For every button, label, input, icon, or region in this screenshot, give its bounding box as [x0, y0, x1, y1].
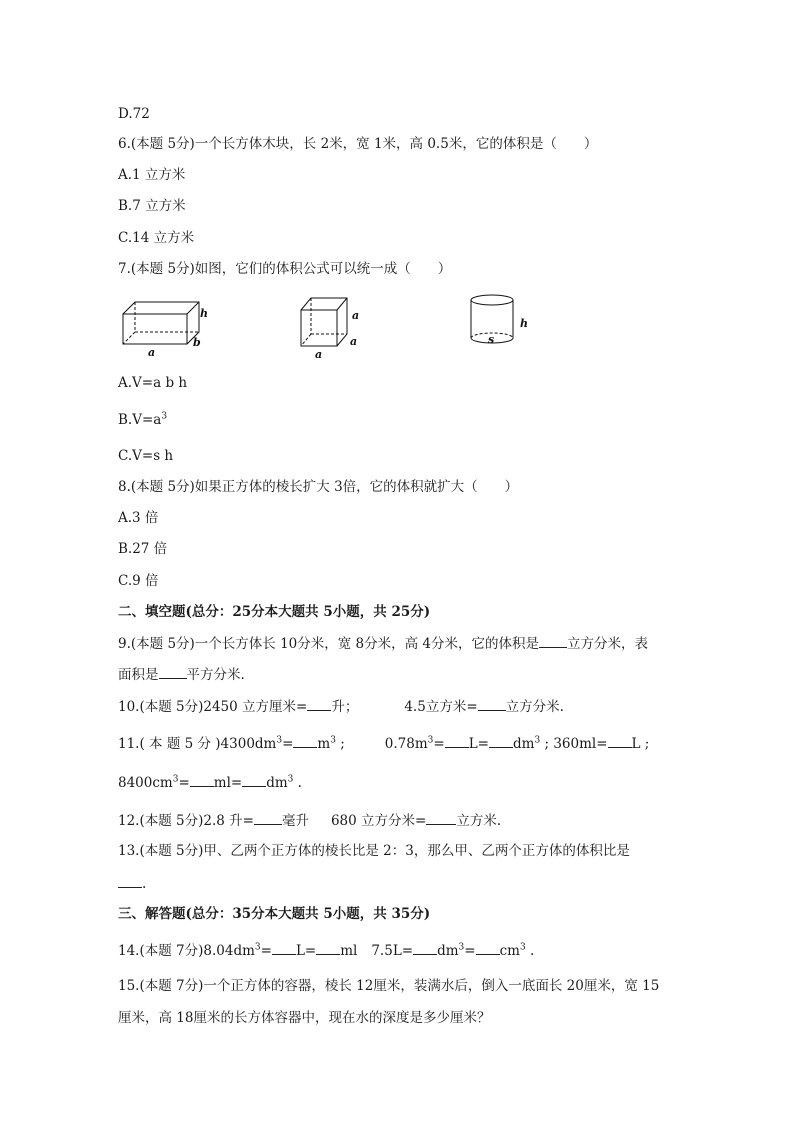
q14-ml-blank[interactable] [316, 940, 340, 955]
cylinder-height-label: h [520, 317, 528, 330]
q5-option-d: D.72 [118, 106, 150, 122]
q7-option-b: $B.V=a^3$ [118, 411, 168, 428]
q11-line2: $8400cm^3= ml= dm^3$ . [118, 772, 302, 793]
q11-m3-blank[interactable] [293, 733, 317, 748]
q8-option-a: A.3 倍 [118, 510, 159, 526]
q11-line1: 11.( 本 题 5 分 )$4300dm^3= m^3$ ; $0.78m^3= L= dm^3$ ; 360ml= L ; [118, 733, 649, 754]
q10-liters-blank[interactable] [307, 696, 331, 711]
q8-option-c: C.9 倍 [118, 573, 159, 589]
q11-ml-liters-blank[interactable] [608, 733, 632, 748]
q9-line2: 面积是 平方分米. [118, 664, 245, 685]
cube-edge-right-label: a [350, 335, 358, 348]
q6-option-c: C.14 立方米 [118, 230, 195, 246]
q14-liters-blank[interactable] [272, 940, 296, 955]
cube-edge-side-label: a [352, 309, 360, 322]
q12-line: 12.(本题 5分)2.8 升= 毫升 680 立方分米= 立方米. [118, 810, 501, 831]
q13-stem: 13.(本题 5分)甲、乙两个正方体的棱长比是 2：3，那么甲、乙两个正方体的体积比是 [118, 843, 630, 859]
q14-cm3-blank[interactable] [476, 940, 500, 955]
section-2-title: 二、填空题(总分：25分本大题共 5小题，共 25分) [118, 604, 431, 620]
q6-option-b: B.7 立方米 [118, 198, 186, 214]
q15-line1: 15.(本题 7分)一个正方体的容器，棱长 12厘米，装满水后，倒入一底面长 20厘米，宽 15 [118, 978, 660, 994]
q9-volume-blank[interactable] [539, 633, 567, 648]
q13-ratio-blank[interactable] [118, 873, 142, 888]
q9-line1: 9.(本题 5分)一个长方体长 10分米，宽 8分米，高 4分米，它的体积是 立方分米，表 [118, 633, 648, 654]
q11-ml-blank[interactable] [190, 772, 214, 787]
cube-edge-bottom-label: a [315, 348, 323, 360]
q9-area-blank[interactable] [159, 664, 187, 679]
q6-option-a: A.1 立方米 [118, 167, 186, 183]
q6-stem: 6.(本题 5分)一个长方体木块，长 2米，宽 1米，高 0.5米，它的体积是（ ） [118, 136, 598, 152]
cube-figure [296, 292, 376, 360]
q15-line2: 厘米，高 18厘米的长方体容器中，现在水的深度是多少厘米？ [118, 1010, 491, 1026]
q12-ml-blank[interactable] [254, 810, 282, 825]
q10-dm3-blank[interactable] [478, 696, 506, 711]
cuboid-width-label: b [193, 336, 201, 349]
cuboid-figure [118, 292, 218, 360]
q8-option-b: B.27 倍 [118, 541, 168, 557]
cuboid-height-label: h [200, 307, 208, 320]
cylinder-base-label: s [488, 333, 495, 346]
cuboid-length-label: a [148, 346, 156, 359]
q11-dm3-blank[interactable] [489, 733, 513, 748]
q11-liters-blank[interactable] [445, 733, 469, 748]
q14-line: 14.(本题 7分)$8.04dm^3= L=$ ml $7.5L= dm^3= cm^3$ . [118, 940, 534, 961]
section-3-title: 三、解答题(总分：35分本大题共 5小题，共 35分) [118, 906, 431, 922]
q7-option-a: A.V=a b h [118, 375, 188, 391]
q10-line: 10.(本题 5分)2450 立方厘米= 升； 4.5立方米= 立方分米. [118, 696, 564, 717]
q14-dm3-blank[interactable] [413, 940, 437, 955]
q8-stem: 8.(本题 5分)如果正方体的棱长扩大 3倍，它的体积就扩大（ ） [118, 479, 519, 495]
q7-stem: 7.(本题 5分)如图，它们的体积公式可以统一成（ ） [118, 261, 452, 277]
q11-dm3-2-blank[interactable] [242, 772, 266, 787]
q12-m3-blank[interactable] [426, 810, 456, 825]
cylinder-figure [468, 290, 538, 354]
q7-option-c: C.V=s h [118, 448, 174, 464]
q13-answer-line: . [118, 873, 146, 894]
